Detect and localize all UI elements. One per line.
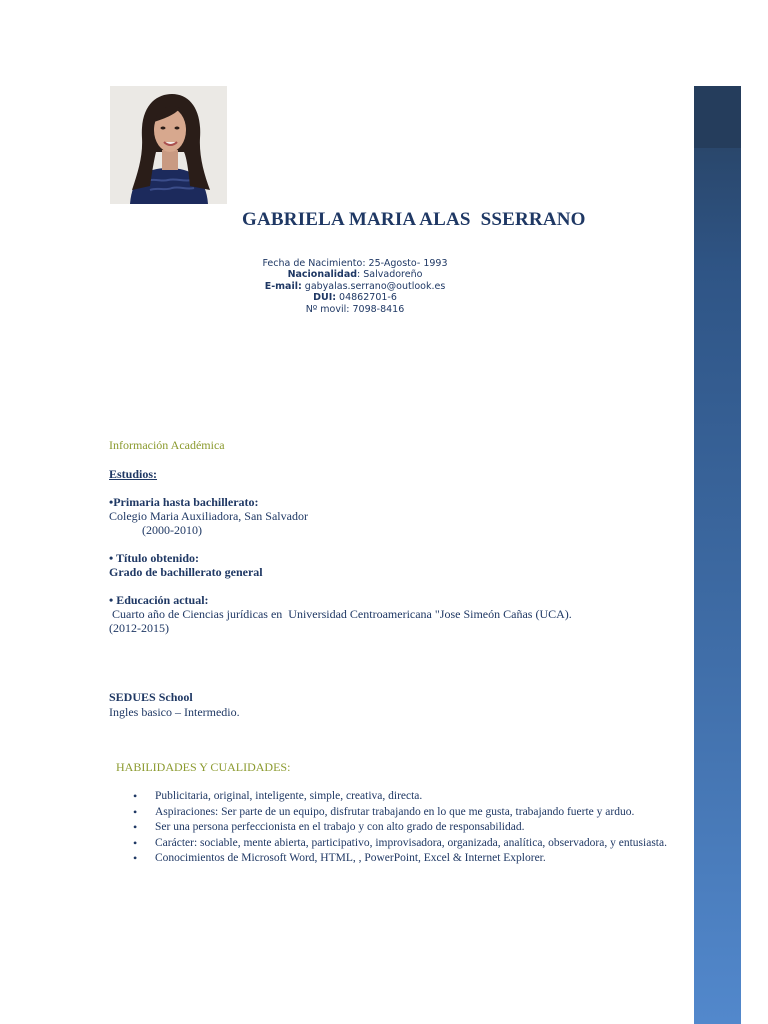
profile-photo: [110, 86, 227, 204]
profile-photo-illustration: [110, 86, 227, 204]
nationality-label: Nacionalidad: [287, 269, 358, 281]
list-item: • Publicitaria, original, inteligente, simple, creativa, directa.: [133, 789, 423, 803]
list-item: • Aspiraciones: Ser parte de un equipo, disfrutar trabajando en lo que me gusta, trabajando fuerte y arduo.: [133, 804, 635, 819]
list-item: • Conocimientos de Microsoft Word, HTML, , PowerPoint, Excel & Internet Explorer.: [133, 851, 546, 865]
primary-school: Colegio Maria Auxiliadora, San Salvador: [109, 509, 308, 523]
birth-date: Fecha de Nacimiento: 25-Agosto- 1993: [262, 258, 448, 269]
dui-line: [215, 292, 495, 303]
degree-value: Grado de bachillerato general: [109, 565, 263, 579]
academic-section-title: Información Académica: [109, 438, 225, 452]
bullet-icon: •: [133, 851, 138, 865]
nationality-line: [215, 269, 495, 280]
list-item: • Carácter: sociable, mente abierta, participativo, improvisadora, organizada, analítica, observadora, y entusiasta.: [133, 835, 667, 850]
bullet-icon: •: [133, 835, 138, 850]
skills-list: [109, 789, 669, 867]
email-line: [215, 281, 495, 292]
studies-label: Estudios:: [109, 467, 158, 481]
email-label: E-mail:: [264, 280, 302, 292]
current-education-years: (2012-2015): [109, 621, 169, 635]
current-education-value: Cuarto año de Ciencias jurídicas en Universidad Centroamericana "Jose Simeón Cañas (UCA).: [109, 607, 572, 621]
mobile-line: Nº movil: 7098-8416: [305, 303, 405, 315]
skills-section-title: HABILIDADES Y CUALIDADES:: [116, 760, 291, 774]
sidebar-top-block: [694, 86, 741, 148]
list-item: • Ser una persona perfeccionista en el trabajo y con alto grado de responsabilidad.: [133, 820, 525, 834]
bullet-icon: •: [133, 820, 138, 834]
candidate-name: GABRIELA MARIA ALAS SSERRANO: [242, 209, 586, 230]
dui-value: 04862701-6: [336, 292, 397, 304]
primary-title: •Primaria hasta bachillerato:: [109, 495, 259, 509]
school-description: Ingles basico – Intermedio.: [109, 705, 240, 719]
degree-title: • Título obtenido:: [109, 551, 199, 565]
bullet-icon: •: [133, 789, 138, 803]
contact-block: [215, 258, 495, 315]
dui-label: DUI:: [313, 292, 337, 304]
current-education-title: • Educación actual:: [109, 593, 209, 607]
nationality-value: : Salvadoreño: [357, 269, 423, 281]
bullet-icon: •: [133, 804, 138, 819]
primary-years: (2000-2010): [109, 523, 202, 537]
school-name: SEDUES School: [109, 690, 193, 704]
email-value: gabyalas.serrano@outlook.es: [301, 280, 446, 292]
decorative-sidebar-bar: [694, 86, 741, 1024]
